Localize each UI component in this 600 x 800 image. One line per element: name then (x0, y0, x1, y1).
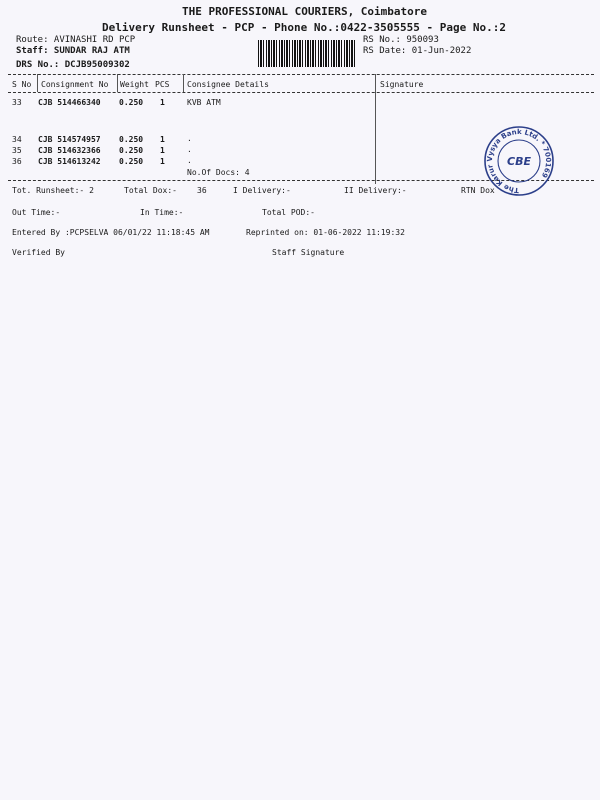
table-row-weight: 0.250 (119, 135, 144, 144)
in-time: In Time:- (140, 208, 184, 217)
stamp-ring-text: The Karur Vysya Bank Ltd. * 700169 (485, 127, 553, 195)
table-row-details: KVB ATM (187, 98, 221, 107)
total-dox-label: Total Dox:- (124, 186, 177, 195)
rs-number: RS No.: 950093 (363, 35, 439, 45)
entered-by: Entered By :PCPSELVA 06/01/22 11:18:45 AM (12, 228, 210, 237)
table-row-weight: 0.250 (119, 157, 144, 166)
signature-col-divider (375, 74, 376, 184)
col-divider (117, 74, 118, 92)
col-header-signature: Signature (380, 80, 424, 89)
total-pod: Total POD:- (262, 208, 315, 217)
table-row-details: . (187, 145, 192, 154)
ii-delivery: II Delivery:- (344, 186, 407, 195)
col-header-pcs: PCS (155, 80, 170, 89)
col-header-consignment: Consignment No (41, 80, 109, 89)
table-row-consignment: CJB 514574957 (38, 135, 101, 144)
col-divider (37, 74, 38, 92)
col-header-consignee: Consignee Details (187, 80, 269, 89)
table-row-sno: 36 (12, 157, 22, 166)
table-row-pcs: 1 (160, 135, 165, 144)
table-row-details: . (187, 156, 192, 165)
col-divider (183, 74, 184, 92)
col-header-weight: Weight (120, 80, 149, 89)
barcode (258, 40, 356, 67)
staff-signature: Staff Signature (272, 248, 345, 257)
route-label: Route: AVINASHI RD PCP (16, 35, 136, 45)
stamp-center-text: CBE (507, 155, 531, 168)
out-time: Out Time:- (12, 208, 61, 217)
table-row-pcs: 1 (160, 157, 165, 166)
table-row-consignment: CJB 514613242 (38, 157, 101, 166)
i-delivery: I Delivery:- (233, 186, 291, 195)
table-top-rule (8, 74, 594, 75)
table-row-sno: 33 (12, 98, 22, 107)
table-row-sno: 34 (12, 135, 22, 144)
rtn-dox: RTN Dox (461, 186, 495, 195)
total-runsheet: Tot. Runsheet:- 2 (12, 186, 94, 195)
table-row-consignment: CJB 514632366 (38, 146, 101, 155)
table-row-consignment: CJB 514466340 (38, 98, 101, 107)
verified-by: Verified By (12, 248, 65, 257)
col-header-sno: S No (12, 80, 32, 89)
staff-label: Staff: SUNDAR RAJ ATM (16, 46, 130, 56)
reprinted-on: Reprinted on: 01-06-2022 11:19:32 (246, 228, 405, 237)
table-row-pcs: 1 (160, 146, 165, 155)
table-row-sno: 35 (12, 146, 22, 155)
no-of-docs: No.Of Docs: 4 (187, 168, 250, 177)
table-row-pcs: 1 (160, 98, 165, 107)
rs-date: RS Date: 01-Jun-2022 (363, 46, 472, 56)
table-row-details: . (187, 134, 192, 143)
table-row-weight: 0.250 (119, 98, 144, 107)
table-row-weight: 0.250 (119, 146, 144, 155)
drs-number: DRS No.: DCJB95009302 (16, 60, 130, 70)
runsheet-subtitle: Delivery Runsheet - PCP - Phone No.:0422-3505555 - Page No.:2 (102, 21, 506, 34)
table-header-rule (8, 92, 594, 93)
total-dox-value: 36 (197, 186, 207, 195)
company-title: THE PROFESSIONAL COURIERS, Coimbatore (182, 5, 428, 18)
